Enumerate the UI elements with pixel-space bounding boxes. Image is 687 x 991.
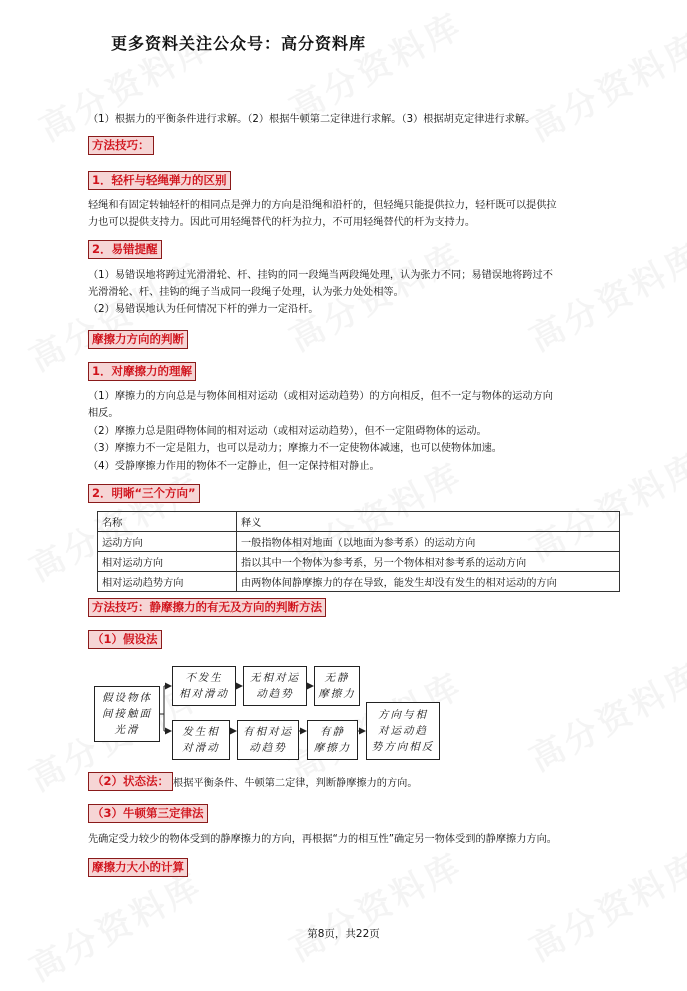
- newton-third-heading: （3）牛顿第三定律法: [88, 804, 208, 823]
- understanding-line: 相反。: [88, 408, 119, 419]
- table-header-cell: 释义: [237, 512, 620, 532]
- flow-box-no-static-friction: 无静 摩擦力: [314, 666, 360, 706]
- understanding-line: （4）受静摩擦力作用的物体不一定静止，但一定保持相对静止。: [88, 461, 380, 472]
- page-number: 第8页，共22页: [307, 928, 380, 940]
- friction-magnitude-heading: 摩擦力大小的计算: [88, 858, 188, 877]
- state-method-label: （2）状态法：: [88, 772, 173, 791]
- table-cell: 相对运动方向: [98, 552, 237, 572]
- flow-box-start: 假设物体 间接触面 光滑: [94, 686, 160, 742]
- rod-rope-line: 力也可以提供支持力。因此可用轻绳替代的杆为拉力，不可用轻绳替代的杆为支持力。: [88, 217, 476, 228]
- flow-box-has-tendency: 有相对运 动趋势: [237, 720, 299, 760]
- table-cell: 一般指物体相对地面（以地面为参考系）的运动方向: [237, 532, 620, 552]
- state-method-text: 根据平衡条件、牛顿第二定律，判断静摩擦力的方向。: [173, 778, 418, 789]
- page-header-title: 更多资料关注公众号：高分资料库: [111, 34, 367, 53]
- intro-line: （1）根据力的平衡条件进行求解。（2）根据牛顿第二定律进行求解。（3）根据胡克定律进行求解。: [88, 114, 536, 125]
- table-cell: 相对运动趋势方向: [98, 572, 237, 592]
- understanding-line: （2）摩擦力总是阻碍物体间的相对运动（或相对运动趋势），但不一定阻碍物体的运动。: [88, 426, 487, 437]
- table-header-cell: 名称: [98, 512, 237, 532]
- rod-rope-heading: 1．轻杆与轻绳弹力的区别: [88, 171, 231, 190]
- assumption-method-heading: （1）假设法: [88, 630, 162, 649]
- flow-box-direction-opposite: 方向与相 对运动趋 势方向相反: [366, 702, 440, 760]
- three-directions-heading: 2．明晰“三个方向”: [88, 484, 200, 503]
- errors-line: 光滑滑轮、杆、挂钩的绳子当成同一段绳子处理，认为张力处处相等。: [88, 287, 404, 298]
- errors-line: （2）易错误地认为任何情况下杆的弹力一定沿杆。: [88, 304, 319, 315]
- errors-line: （1）易错误地将跨过光滑滑轮、杆、挂钩的同一段绳当两段绳处理，认为张力不同；易错误地将跨过不: [88, 270, 553, 281]
- friction-direction-heading: 摩擦力方向的判断: [88, 330, 188, 349]
- method-tips-heading: 方法技巧：: [88, 136, 154, 155]
- table-cell: 指以其中一个物体为参考系，另一个物体相对参考系的运动方向: [237, 552, 620, 572]
- table-cell: 由两物体间静摩擦力的存在导致，能发生却没有发生的相对运动的方向: [237, 572, 620, 592]
- newton-third-text: 先确定受力较少的物体受到的静摩擦力的方向，再根据“力的相互性”确定另一物体受到的静摩擦力方向。: [88, 834, 557, 845]
- method-tips-static-friction-heading: 方法技巧：静摩擦力的有无及方向的判断方法: [88, 598, 326, 617]
- table-cell: 运动方向: [98, 532, 237, 552]
- flow-box-no-tendency: 无相对运 动趋势: [243, 666, 307, 706]
- understanding-line: （1）摩擦力的方向总是与物体间相对运动（或相对运动趋势）的方向相反，但不一定与物体的运动方向: [88, 391, 553, 402]
- understanding-heading: 1．对摩擦力的理解: [88, 362, 196, 381]
- understanding-line: （3）摩擦力不一定是阻力，也可以是动力；摩擦力不一定使物体减速，也可以使物体加速。: [88, 443, 502, 454]
- rod-rope-line: 轻绳和有固定转轴轻杆的相同点是弹力的方向是沿绳和沿杆的，但轻绳只能提供拉力，轻杆既可以提供拉: [88, 200, 557, 211]
- flow-box-no-sliding: 不发生 相对滑动: [172, 666, 236, 706]
- errors-heading: 2．易错提醒: [88, 240, 162, 259]
- flow-box-sliding: 发生相 对滑动: [172, 720, 230, 760]
- state-method-row: [88, 770, 418, 790]
- flow-box-has-static-friction: 有静 摩擦力: [307, 720, 358, 760]
